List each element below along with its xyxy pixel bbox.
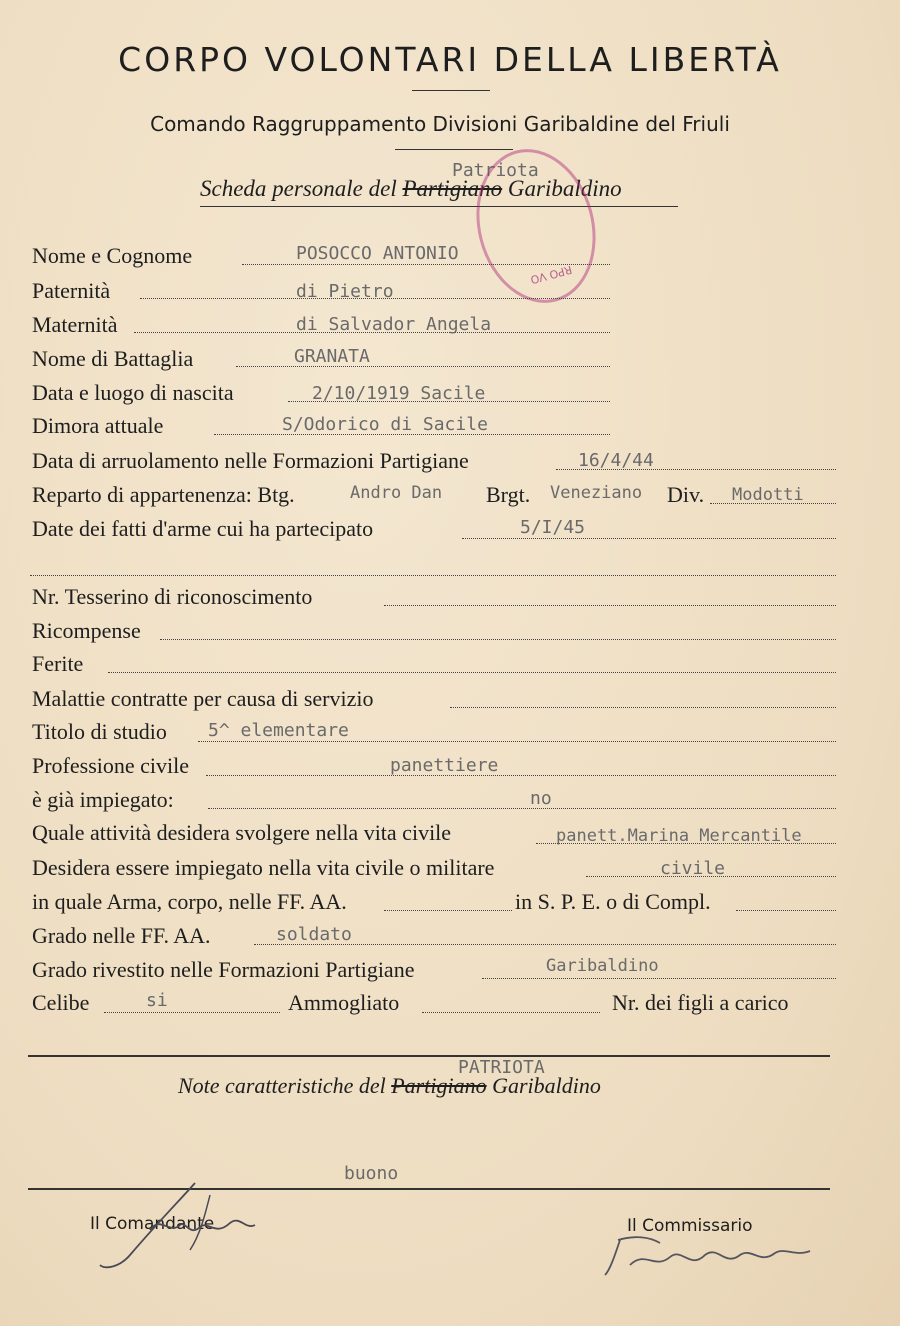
value-desidera: civile bbox=[660, 858, 726, 879]
label-nascita: Data e luogo di nascita bbox=[32, 380, 234, 405]
notes-value: buono bbox=[344, 1163, 399, 1184]
value-dimora: S/Odorico di Sacile bbox=[282, 414, 488, 435]
label-grado-part: Grado rivestito nelle Formazioni Partigiane bbox=[32, 957, 415, 982]
line-fatti bbox=[462, 538, 836, 539]
line-tesserino bbox=[384, 605, 836, 606]
label-ammogliato: Ammogliato bbox=[288, 990, 400, 1015]
notes-title-post: Garibaldino bbox=[486, 1073, 601, 1098]
label-spe: in S. P. E. o di Compl. bbox=[515, 889, 711, 914]
label-maternita: Maternità bbox=[32, 312, 118, 337]
label-ferite: Ferite bbox=[32, 651, 84, 676]
commissario-label: Il Commissario bbox=[627, 1216, 753, 1236]
label-fatti: Date dei fatti d'arme cui ha partecipato bbox=[32, 516, 374, 541]
line-grado-part bbox=[482, 978, 836, 979]
stamp-text: RPO VO bbox=[529, 262, 574, 287]
title-rule bbox=[412, 90, 490, 91]
line-impiegato bbox=[208, 808, 836, 809]
comandante-signature-icon bbox=[90, 1175, 270, 1275]
line-studio bbox=[198, 741, 836, 742]
line-malattie bbox=[450, 707, 836, 708]
commissario-signature-icon bbox=[600, 1225, 820, 1285]
label-celibe: Celibe bbox=[32, 990, 90, 1015]
line-battaglia bbox=[236, 366, 610, 367]
label-attivita: Quale attività desidera svolgere nella vita civile bbox=[32, 820, 452, 845]
label-malattie: Malattie contratte per causa di servizio bbox=[32, 686, 374, 711]
line-fatti-extra bbox=[30, 575, 836, 576]
label-brgt: Brgt. bbox=[486, 482, 531, 507]
card-title-pre: Scheda personale del bbox=[200, 176, 403, 201]
label-reparto: Reparto di appartenenza: Btg. bbox=[32, 482, 295, 507]
notes-overtype: PATRIOTA bbox=[458, 1057, 545, 1078]
value-celibe: si bbox=[146, 990, 168, 1011]
notes-title bbox=[178, 1073, 601, 1099]
label-nome: Nome e Cognome bbox=[32, 243, 193, 268]
value-brgt: Veneziano bbox=[550, 483, 643, 503]
label-paternita: Paternità bbox=[32, 278, 111, 303]
line-ricompense bbox=[160, 639, 836, 640]
value-attivita: panett.Marina Mercantile bbox=[556, 826, 802, 846]
label-studio: Titolo di studio bbox=[32, 719, 167, 744]
value-arruolamento: 16/4/44 bbox=[578, 450, 654, 471]
card-title-struck: Partigiano bbox=[402, 176, 503, 201]
line-celibe bbox=[104, 1012, 280, 1013]
card-title-post: Garibaldino bbox=[502, 176, 622, 201]
label-ricompense: Ricompense bbox=[32, 618, 141, 643]
value-div: Modotti bbox=[732, 485, 804, 505]
label-battaglia: Nome di Battaglia bbox=[32, 346, 194, 371]
document-title: CORPO VOLONTARI DELLA LIBERTÀ bbox=[118, 40, 782, 79]
label-dimora: Dimora attuale bbox=[32, 413, 164, 438]
notes-top-rule bbox=[28, 1055, 830, 1057]
document-subtitle: Comando Raggruppamento Divisioni Garibaldine del Friuli bbox=[150, 112, 730, 136]
value-battaglia: GRANATA bbox=[294, 346, 370, 367]
value-nome: POSOCCO ANTONIO bbox=[296, 243, 459, 264]
value-impiegato: no bbox=[530, 788, 552, 809]
label-arruolamento: Data di arruolamento nelle Formazioni Partigiane bbox=[32, 448, 469, 473]
value-paternita: di Pietro bbox=[296, 281, 394, 302]
line-ammogliato bbox=[422, 1012, 600, 1013]
card-title-underline bbox=[200, 206, 678, 207]
label-impiegato: è già impiegato: bbox=[32, 787, 174, 812]
label-arma: in quale Arma, corpo, nelle FF. AA. bbox=[32, 889, 347, 914]
notes-title-struck: Partigiano bbox=[391, 1073, 487, 1098]
notes-title-pre: Note caratteristiche del bbox=[178, 1073, 392, 1098]
value-nascita: 2/10/1919 Sacile bbox=[312, 383, 486, 404]
card-title-overtype: Patriota bbox=[452, 160, 539, 181]
label-tesserino: Nr. Tesserino di riconoscimento bbox=[32, 584, 313, 609]
value-btg: Andro Dan bbox=[350, 483, 443, 503]
line-nome bbox=[242, 264, 610, 265]
label-figli: Nr. dei figli a carico bbox=[612, 990, 789, 1015]
line-professione bbox=[206, 775, 836, 776]
line-arma bbox=[384, 910, 512, 911]
value-professione: panettiere bbox=[390, 755, 499, 776]
value-studio: 5^ elementare bbox=[208, 720, 349, 741]
label-grado-ff: Grado nelle FF. AA. bbox=[32, 923, 211, 948]
value-grado-part: Garibaldino bbox=[546, 956, 659, 976]
value-maternita: di Salvador Angela bbox=[296, 314, 492, 335]
label-desidera: Desidera essere impiegato nella vita civile o militare bbox=[32, 855, 495, 880]
line-ferite bbox=[108, 672, 836, 673]
label-div: Div. bbox=[667, 482, 705, 507]
comandante-label: Il Comandante bbox=[90, 1214, 215, 1234]
value-grado-ff: soldato bbox=[276, 924, 352, 945]
label-professione: Professione civile bbox=[32, 753, 190, 778]
value-fatti: 5/I/45 bbox=[520, 517, 586, 538]
subtitle-rule bbox=[395, 149, 513, 150]
line-spe bbox=[736, 910, 836, 911]
